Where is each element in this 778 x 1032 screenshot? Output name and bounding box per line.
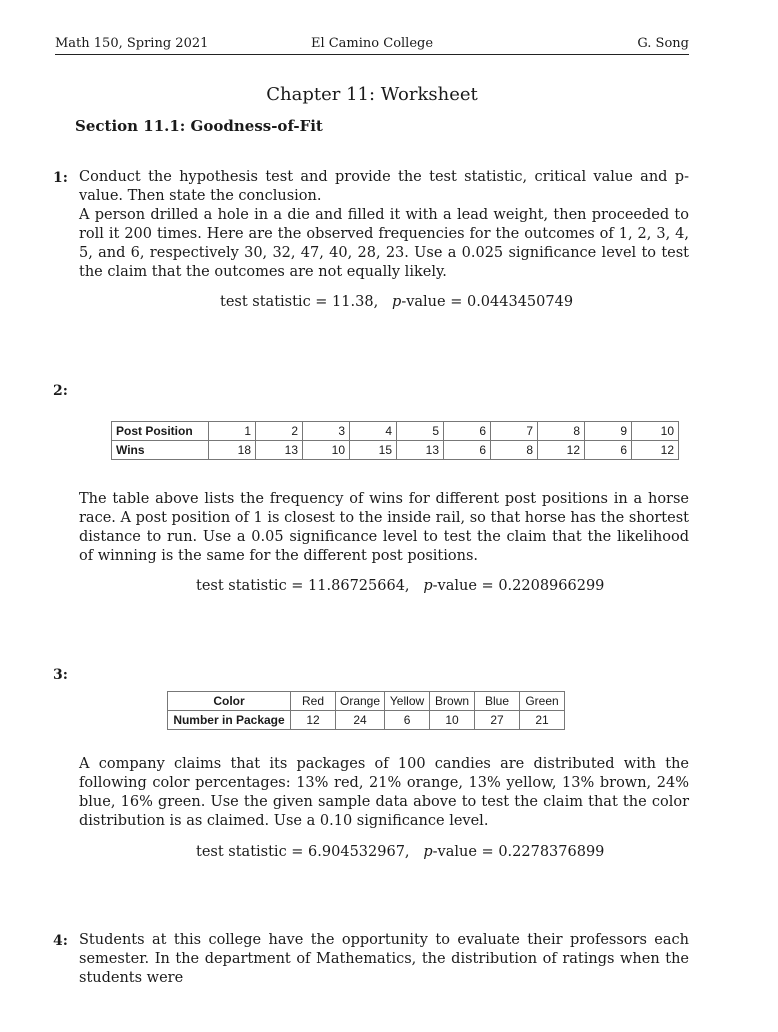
wins-cell: 10: [303, 441, 350, 460]
post-position-row: [112, 422, 679, 441]
count-cell: 6: [385, 711, 430, 730]
color-cell: Red: [291, 692, 336, 711]
count-label: Number in Package: [168, 711, 291, 730]
header-course: Math 150, Spring 2021: [55, 36, 209, 51]
problem-1-result: [220, 294, 573, 310]
problem-2-statistic: test statistic = 11.86725664,: [196, 578, 410, 594]
problem-3-text: A company claims that its packages of 100 candies are distributed with the following color percentages: 13% red, 21% orange, 13% yellow, 13% brown, 24% blue, 16% green. Use the given sample data above to test the claim that the color distribution is as claimed. Use a 0.10 significance level.: [79, 756, 689, 829]
count-cell: 10: [430, 711, 475, 730]
wins-cell: 12: [538, 441, 585, 460]
color-row: [168, 692, 565, 711]
post-position-cell: 6: [444, 422, 491, 441]
count-cell: 27: [475, 711, 520, 730]
problem-2-result: [196, 578, 604, 594]
wins-cell: 12: [632, 441, 679, 460]
post-position-cell: 9: [585, 422, 632, 441]
problem-3-result: [196, 844, 604, 860]
color-cell: Blue: [475, 692, 520, 711]
page-title: Chapter 11: Worksheet: [266, 84, 478, 105]
problem-1-p-label: p: [392, 294, 402, 310]
problem-3-p-value: -value = 0.2278376899: [432, 844, 605, 860]
wins-cell: 13: [397, 441, 444, 460]
problem-2-p-value: -value = 0.2208966299: [432, 578, 605, 594]
wins-cell: 15: [350, 441, 397, 460]
color-cell: Yellow: [385, 692, 430, 711]
count-cell: 24: [336, 711, 385, 730]
wins-cell: 6: [585, 441, 632, 460]
post-position-cell: 8: [538, 422, 585, 441]
problem-3-statistic: test statistic = 6.904532967,: [196, 844, 410, 860]
problem-1-text: A person drilled a hole in a die and filled it with a lead weight, then proceeded to roll it 200 times. Here are the observed frequencies for the outcomes of 1, 2, 3, 4, 5, and 6, respectively 30, 32, 47, 40, 28, 23. Use a 0.025 significance level to test the claim that the outcomes are not equally likely.: [79, 207, 689, 280]
page-header: [55, 36, 689, 54]
wins-label: Wins: [112, 441, 209, 460]
wins-cell: 18: [209, 441, 256, 460]
count-cell: 21: [520, 711, 565, 730]
post-position-cell: 7: [491, 422, 538, 441]
problem-2-p-label: p: [423, 578, 433, 594]
post-position-cell: 10: [632, 422, 679, 441]
problem-1-p-value: -value = 0.0443450749: [401, 294, 574, 310]
problem-3-p-label: p: [423, 844, 433, 860]
section-heading: Section 11.1: Goodness-of-Fit: [75, 117, 323, 135]
wins-cell: 8: [491, 441, 538, 460]
color-cell: Green: [520, 692, 565, 711]
problem-3-number: 3:: [53, 667, 68, 683]
wins-cell: 6: [444, 441, 491, 460]
header-author: G. Song: [637, 36, 689, 51]
problem-1-instructions: Conduct the hypothesis test and provide the test statistic, critical value and p-value. Then state the conclusion.: [79, 169, 689, 204]
post-position-label: Post Position: [112, 422, 209, 441]
header-divider: [55, 54, 689, 55]
wins-row: [112, 441, 679, 460]
color-label: Color: [168, 692, 291, 711]
count-row: [168, 711, 565, 730]
wins-cell: 13: [256, 441, 303, 460]
problem-1-statistic: test statistic = 11.38,: [220, 294, 379, 310]
candy-color-table: [167, 691, 565, 730]
post-position-cell: 5: [397, 422, 444, 441]
post-position-cell: 1: [209, 422, 256, 441]
post-position-table: [111, 421, 679, 460]
post-position-cell: 3: [303, 422, 350, 441]
header-college: El Camino College: [310, 36, 434, 51]
problem-1-number: 1:: [53, 170, 68, 186]
color-cell: Brown: [430, 692, 475, 711]
color-cell: Orange: [336, 692, 385, 711]
count-cell: 12: [291, 711, 336, 730]
problem-4-number: 4:: [53, 933, 68, 949]
post-position-cell: 2: [256, 422, 303, 441]
problem-2-number: 2:: [53, 383, 68, 399]
problem-2-text: The table above lists the frequency of wins for different post positions in a horse race. A post position of 1 is closest to the inside rail, so that horse has the shortest distance to run. Use a 0.05 significance level to test the claim that the likelihood of winning is the same for the different post positions.: [79, 491, 689, 564]
problem-4-text: Students at this college have the opportunity to evaluate their professors each semester. In the department of Mathematics, the distribution of ratings when the students were: [79, 932, 689, 986]
post-position-cell: 4: [350, 422, 397, 441]
